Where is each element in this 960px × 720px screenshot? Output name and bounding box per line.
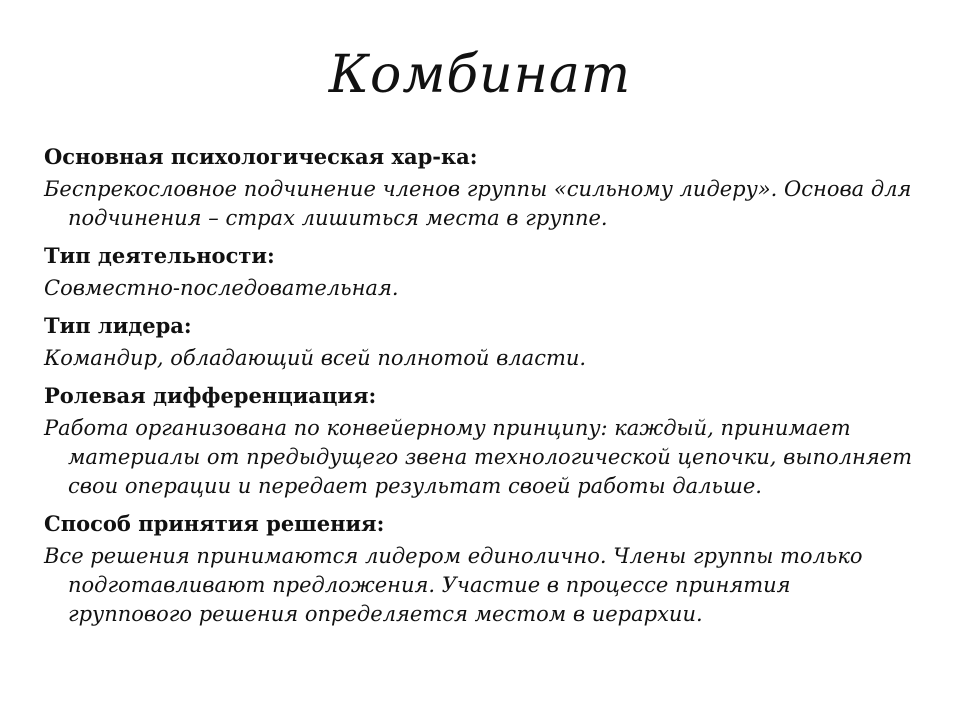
slide-content xyxy=(44,142,914,637)
section-text: Командир, обладающий всей полнотой власти. xyxy=(44,346,587,370)
slide-title: Комбинат xyxy=(328,45,632,105)
section-heading: Ролевая дифференциация: xyxy=(44,383,377,408)
section-text: Все решения принимаются лидером единолично. Члены группы только подготавливают предложения. Участие в процессе принятия группового решения определяется местом в иерархии. xyxy=(44,544,863,626)
section-decision-method xyxy=(44,509,914,629)
section-heading: Способ принятия решения: xyxy=(44,511,385,536)
section-text: Беспрекословное подчинение членов группы «сильному лидеру». Основа для подчинения – страх лишиться места в группе. xyxy=(44,177,912,230)
section-leader-type xyxy=(44,311,914,373)
section-heading: Основная психологическая хар-ка: xyxy=(44,144,478,169)
section-text: Совместно-последовательная. xyxy=(44,276,399,300)
section-heading: Тип деятельности: xyxy=(44,243,275,268)
section-role-differentiation xyxy=(44,381,914,501)
section-psychological-characteristic xyxy=(44,142,914,233)
section-activity-type xyxy=(44,241,914,303)
section-heading: Тип лидера: xyxy=(44,313,192,338)
section-text: Работа организована по конвейерному принципу: каждый, принимает материалы от предыдущего звена технологической цепочки, выполняет свои операции и передает результат своей работы дальше. xyxy=(44,416,913,498)
